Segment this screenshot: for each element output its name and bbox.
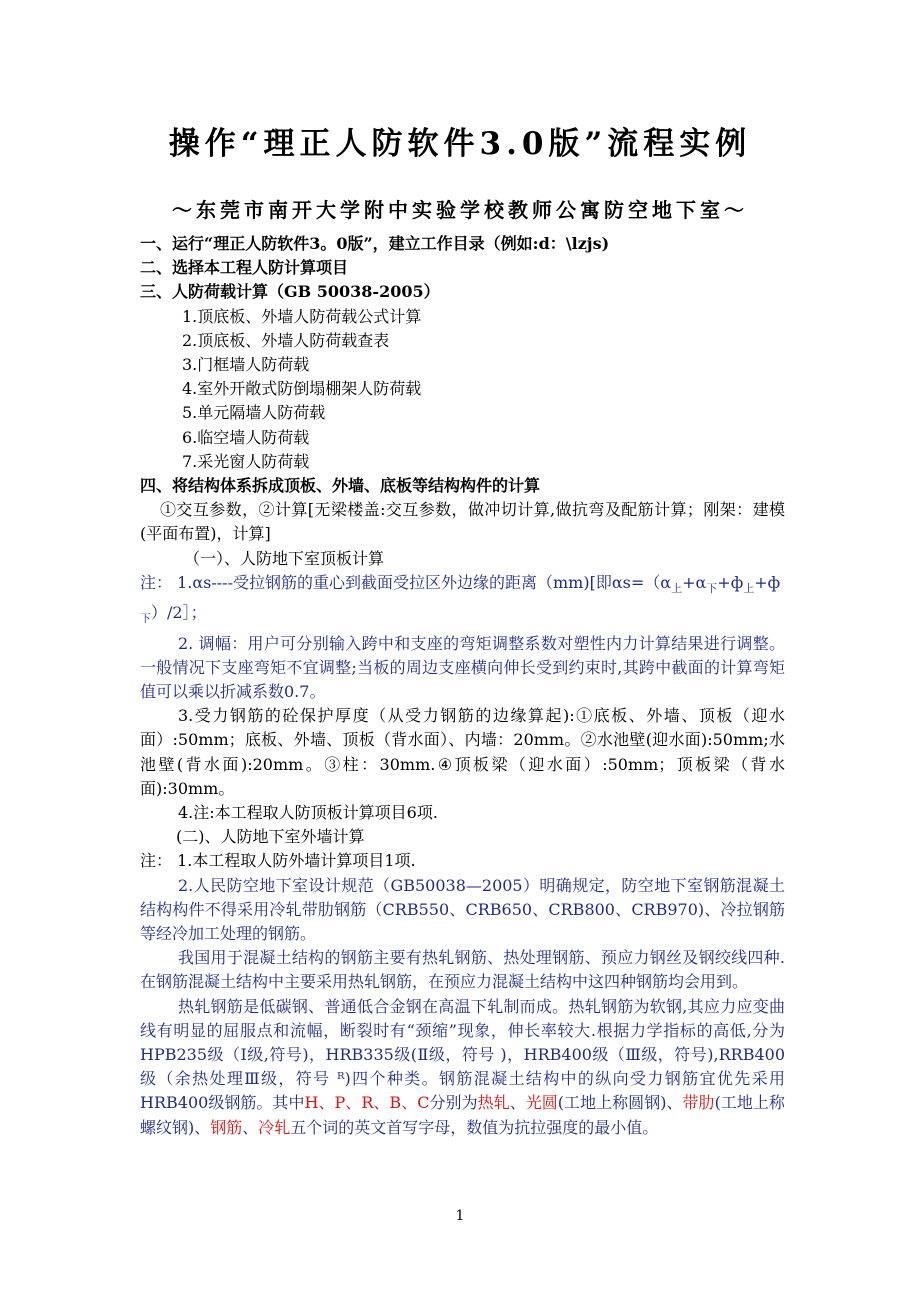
wall-note-1: 注： 1.本工程取人防外墙计算项目1项.: [140, 851, 416, 871]
load-item-4: 4.室外开敞式防倒塌棚架人防荷载: [182, 379, 422, 399]
rebar-paragraph-1: 我国用于混凝土结构的钢筋主要有热轧钢筋、热处理钢筋、预应力钢丝及钢绞线四种.在钢筋混凝土结构中主要采用热轧钢筋，在预应力混凝土结构中这四种钢筋均会用到。: [140, 948, 785, 992]
load-item-6: 6.临空墙人防荷载: [182, 427, 310, 447]
document-body: [140, 232, 785, 1140]
load-item-2: 2.顶底板、外墙人防荷载查表: [182, 330, 390, 350]
page-number: 1: [455, 1208, 465, 1224]
rebar-paragraph-2: 热轧钢筋是低碳钢、普通低合金钢在高温下轧制而成。热轧钢筋为软钢,其应力应变曲线有明显的屈服点和流幅，断裂时有“颈缩”现象，伸长率较大.根据力学指标的高低,分为HPB235级（Ⅰ级,符号)，HRB335级(Ⅱ级，符号 )，HRB400级（Ⅲ级，符号),RRB400级（余热处理Ⅲ级，符号 ᴿ)四个种类。钢筋混凝土结构中的纵向受力钢筋宜优先采用HRB400级钢筋。其中H、P、R、B、C分别为热轧、光圆(工地上称圆钢)、带肋(工地上称螺纹钢)、钢筋、冷轧五个词的英文首写字母，数值为抗拉强度的最小值。: [140, 996, 785, 1137]
step-3: 三、人防荷载计算（GB 50038-2005）: [140, 282, 440, 302]
load-item-3: 3.门框墙人防荷载: [182, 355, 310, 375]
document-title: 操作“理正人防软件3.0版”流程实例: [168, 126, 752, 162]
load-item-5: 5.单元隔墙人防荷载: [182, 403, 326, 423]
wall-heading: (二)、人防地下室外墙计算: [176, 827, 365, 847]
step-1: 一、运行“理正人防软件3。0版”，建立工作目录（例如:d：\lzjs): [140, 234, 610, 253]
document-subtitle: ～东莞市南开大学附中实验学校教师公寓防空地下室～: [172, 198, 748, 222]
load-item-7: 7.采光窗人防荷载: [182, 451, 310, 471]
load-item-1: 1.顶底板、外墙人防荷载公式计算: [182, 306, 422, 326]
roof-note-2: 2. 调幅：用户可分别输入跨中和支座的弯矩调整系数对塑性内力计算结果进行调整。一般情况下支座弯矩不宜调整;当板的周边支座横向伸长受到约束时,其跨中截面的计算弯矩值可以乘以折减系数0.7。: [140, 633, 785, 702]
step-4: 四、将结构体系拆成顶板、外墙、底板等结构构件的计算: [140, 476, 541, 496]
step-4-description: ①交互参数，②计算[无梁楼盖:交互参数，做冲切计算,做抗弯及配筋计算；刚架：建模(平面布置)，计算]: [140, 500, 785, 544]
roof-note-1: 注： 1.αs----受拉钢筋的重心到截面受拉区外边缘的距离（mm)[即$\alpha s=(\alpha_上+\alpha_下+ф_上+ф_下)/2]$；: [140, 572, 781, 626]
roof-note-4: 4.注:本工程取人防顶板计算项目6项.: [178, 803, 438, 823]
wall-note-2: 2.人民防空地下室设计规范（GB50038—2005）明确规定，防空地下室钢筋混凝土结构构件不得采用冷轧带肋钢筋（CRB550、CRB650、CRB800、CRB970)、冷拉钢筋等经冷加工处理的钢筋。: [140, 875, 785, 944]
roof-note-3: 3.受力钢筋的砼保护厚度（从受力钢筋的边缘算起):①底板、外墙、顶板（迎水面）:50mm；底板、外墙、顶板（背水面）、内墙：20mm。②水池壁(迎水面):50mm;水池壁(背水面):20mm。③柱：30mm.④顶板梁（迎水面）:50mm；顶板梁（背水面):30mm。: [140, 706, 785, 798]
step-2: 二、选择本工程人防计算项目: [140, 258, 349, 278]
roof-heading: （一）、人防地下室顶板计算: [184, 548, 385, 568]
